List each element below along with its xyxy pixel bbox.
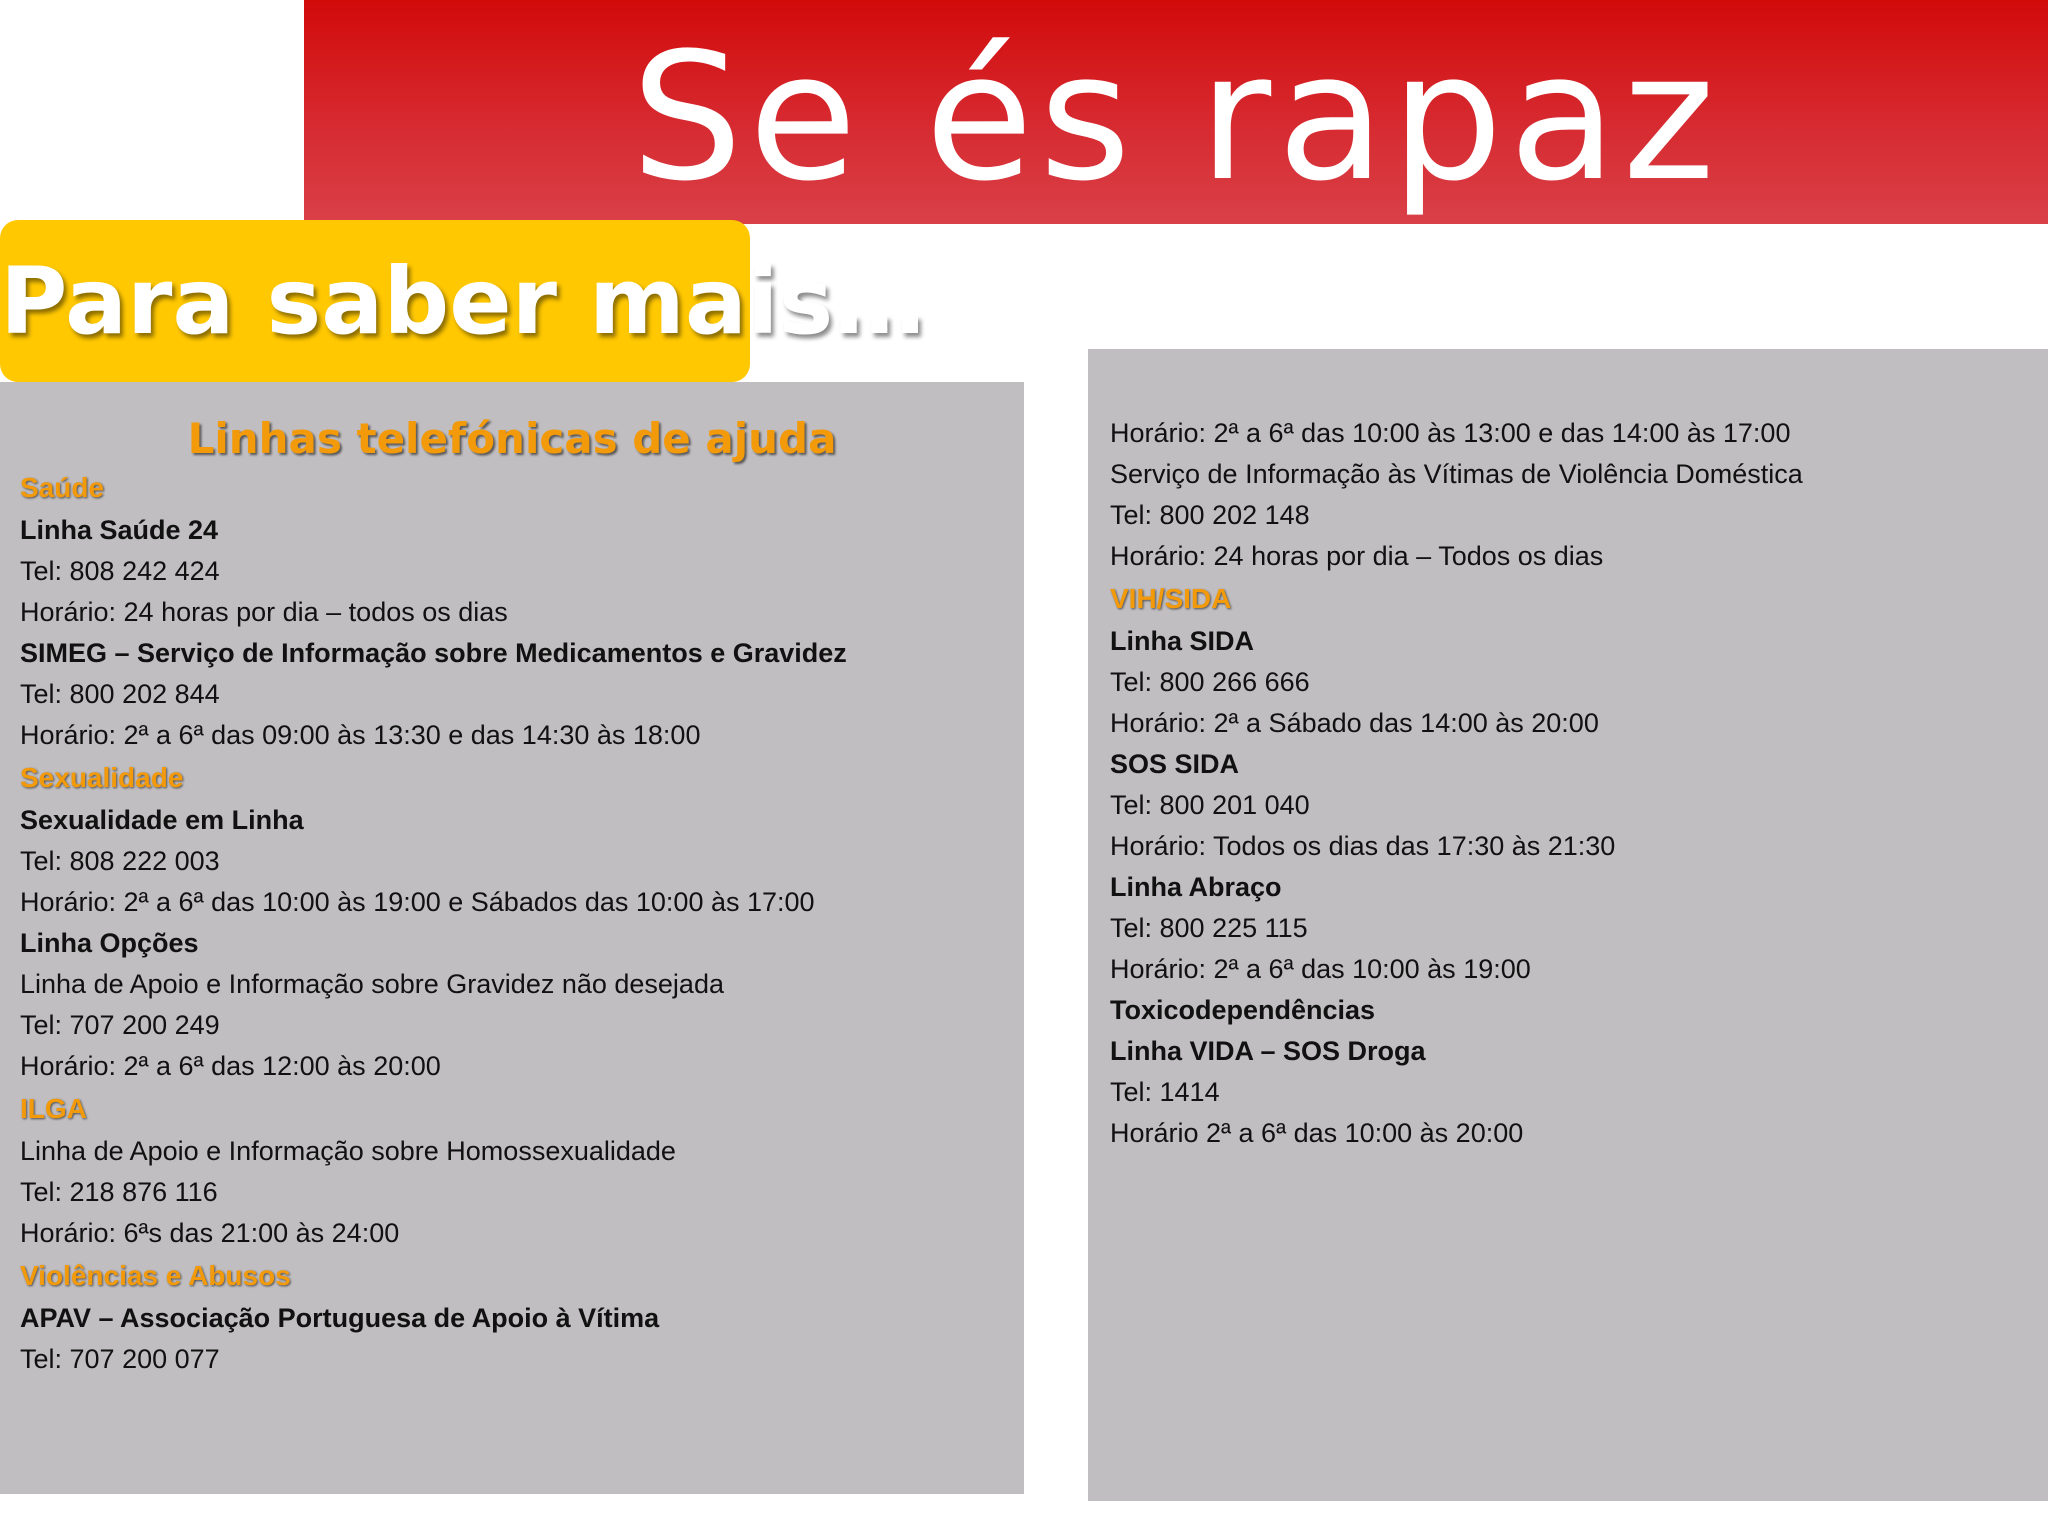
service-name: APAV – Associação Portuguesa de Apoio à Vítima [20,1303,660,1333]
subcategory-label: Toxicodependências [1110,995,1376,1025]
service-name: SOS SIDA [1110,749,1240,779]
right-panel [1088,349,2048,1501]
service-description: Linha de Apoio e Informação sobre Gravidez não desejada [20,969,724,999]
phone-line: Tel: 808 242 424 [20,556,220,586]
schedule-line: Horário: 2ª a 6ª das 10:00 às 13:00 e das 14:00 às 17:00 [1110,418,1791,448]
category-vih-sida: VIH/SIDA [1110,583,1232,614]
category-violencias: Violências e Abusos [20,1260,291,1291]
schedule-line: Horário: Todos os dias das 17:30 às 21:30 [1110,831,1616,861]
phone-line: Tel: 800 266 666 [1110,667,1310,697]
service-name: Linha VIDA – SOS Droga [1110,1036,1426,1066]
schedule-line: Horário: 2ª a 6ª das 10:00 às 19:00 [1110,954,1531,984]
service-description: Linha de Apoio e Informação sobre Homossexualidade [20,1136,676,1166]
phone-line: Tel: 800 225 115 [1110,913,1308,943]
phone-line: Tel: 800 202 844 [20,679,220,709]
schedule-line: Horário: 2ª a Sábado das 14:00 às 20:00 [1110,708,1599,738]
left-content [20,412,1004,1380]
right-content [1110,413,2030,1154]
left-panel [0,382,1024,1494]
service-description: Serviço de Informação às Vítimas de Violência Doméstica [1110,459,1803,489]
phone-line: Tel: 808 222 003 [20,846,220,876]
service-name: SIMEG – Serviço de Informação sobre Medicamentos e Gravidez [20,638,847,668]
category-ilga: ILGA [20,1093,87,1124]
schedule-line: Horário: 2ª a 6ª das 10:00 às 19:00 e Sábados das 10:00 às 17:00 [20,887,815,917]
page-title: Se és rapaz [630,15,1722,220]
phone-line: Tel: 1414 [1110,1077,1220,1107]
phone-line: Tel: 707 200 249 [20,1010,220,1040]
schedule-line: Horário: 24 horas por dia – todos os dias [20,597,508,627]
schedule-line: Horário: 24 horas por dia – Todos os dias [1110,541,1604,571]
schedule-line: Horário 2ª a 6ª das 10:00 às 20:00 [1110,1118,1524,1148]
service-name: Linha Saúde 24 [20,515,219,545]
phone-line: Tel: 800 201 040 [1110,790,1310,820]
schedule-line: Horário: 2ª a 6ª das 12:00 às 20:00 [20,1051,441,1081]
service-name: Linha SIDA [1110,626,1255,656]
service-name: Linha Abraço [1110,872,1282,902]
section-heading: Linhas telefónicas de ajuda [187,414,837,463]
schedule-line: Horário: 2ª a 6ª das 09:00 às 13:30 e das 14:30 às 18:00 [20,720,701,750]
category-sexualidade: Sexualidade [20,762,184,793]
phone-line: Tel: 218 876 116 [20,1177,218,1207]
category-saude: Saúde [20,472,105,503]
service-name: Sexualidade em Linha [20,805,304,835]
service-name: Linha Opções [20,928,199,958]
phone-line: Tel: 800 202 148 [1110,500,1310,530]
tab-label: Para saber mais… [0,248,926,355]
phone-line: Tel: 707 200 077 [20,1344,220,1374]
schedule-line: Horário: 6ªs das 21:00 às 24:00 [20,1218,400,1248]
